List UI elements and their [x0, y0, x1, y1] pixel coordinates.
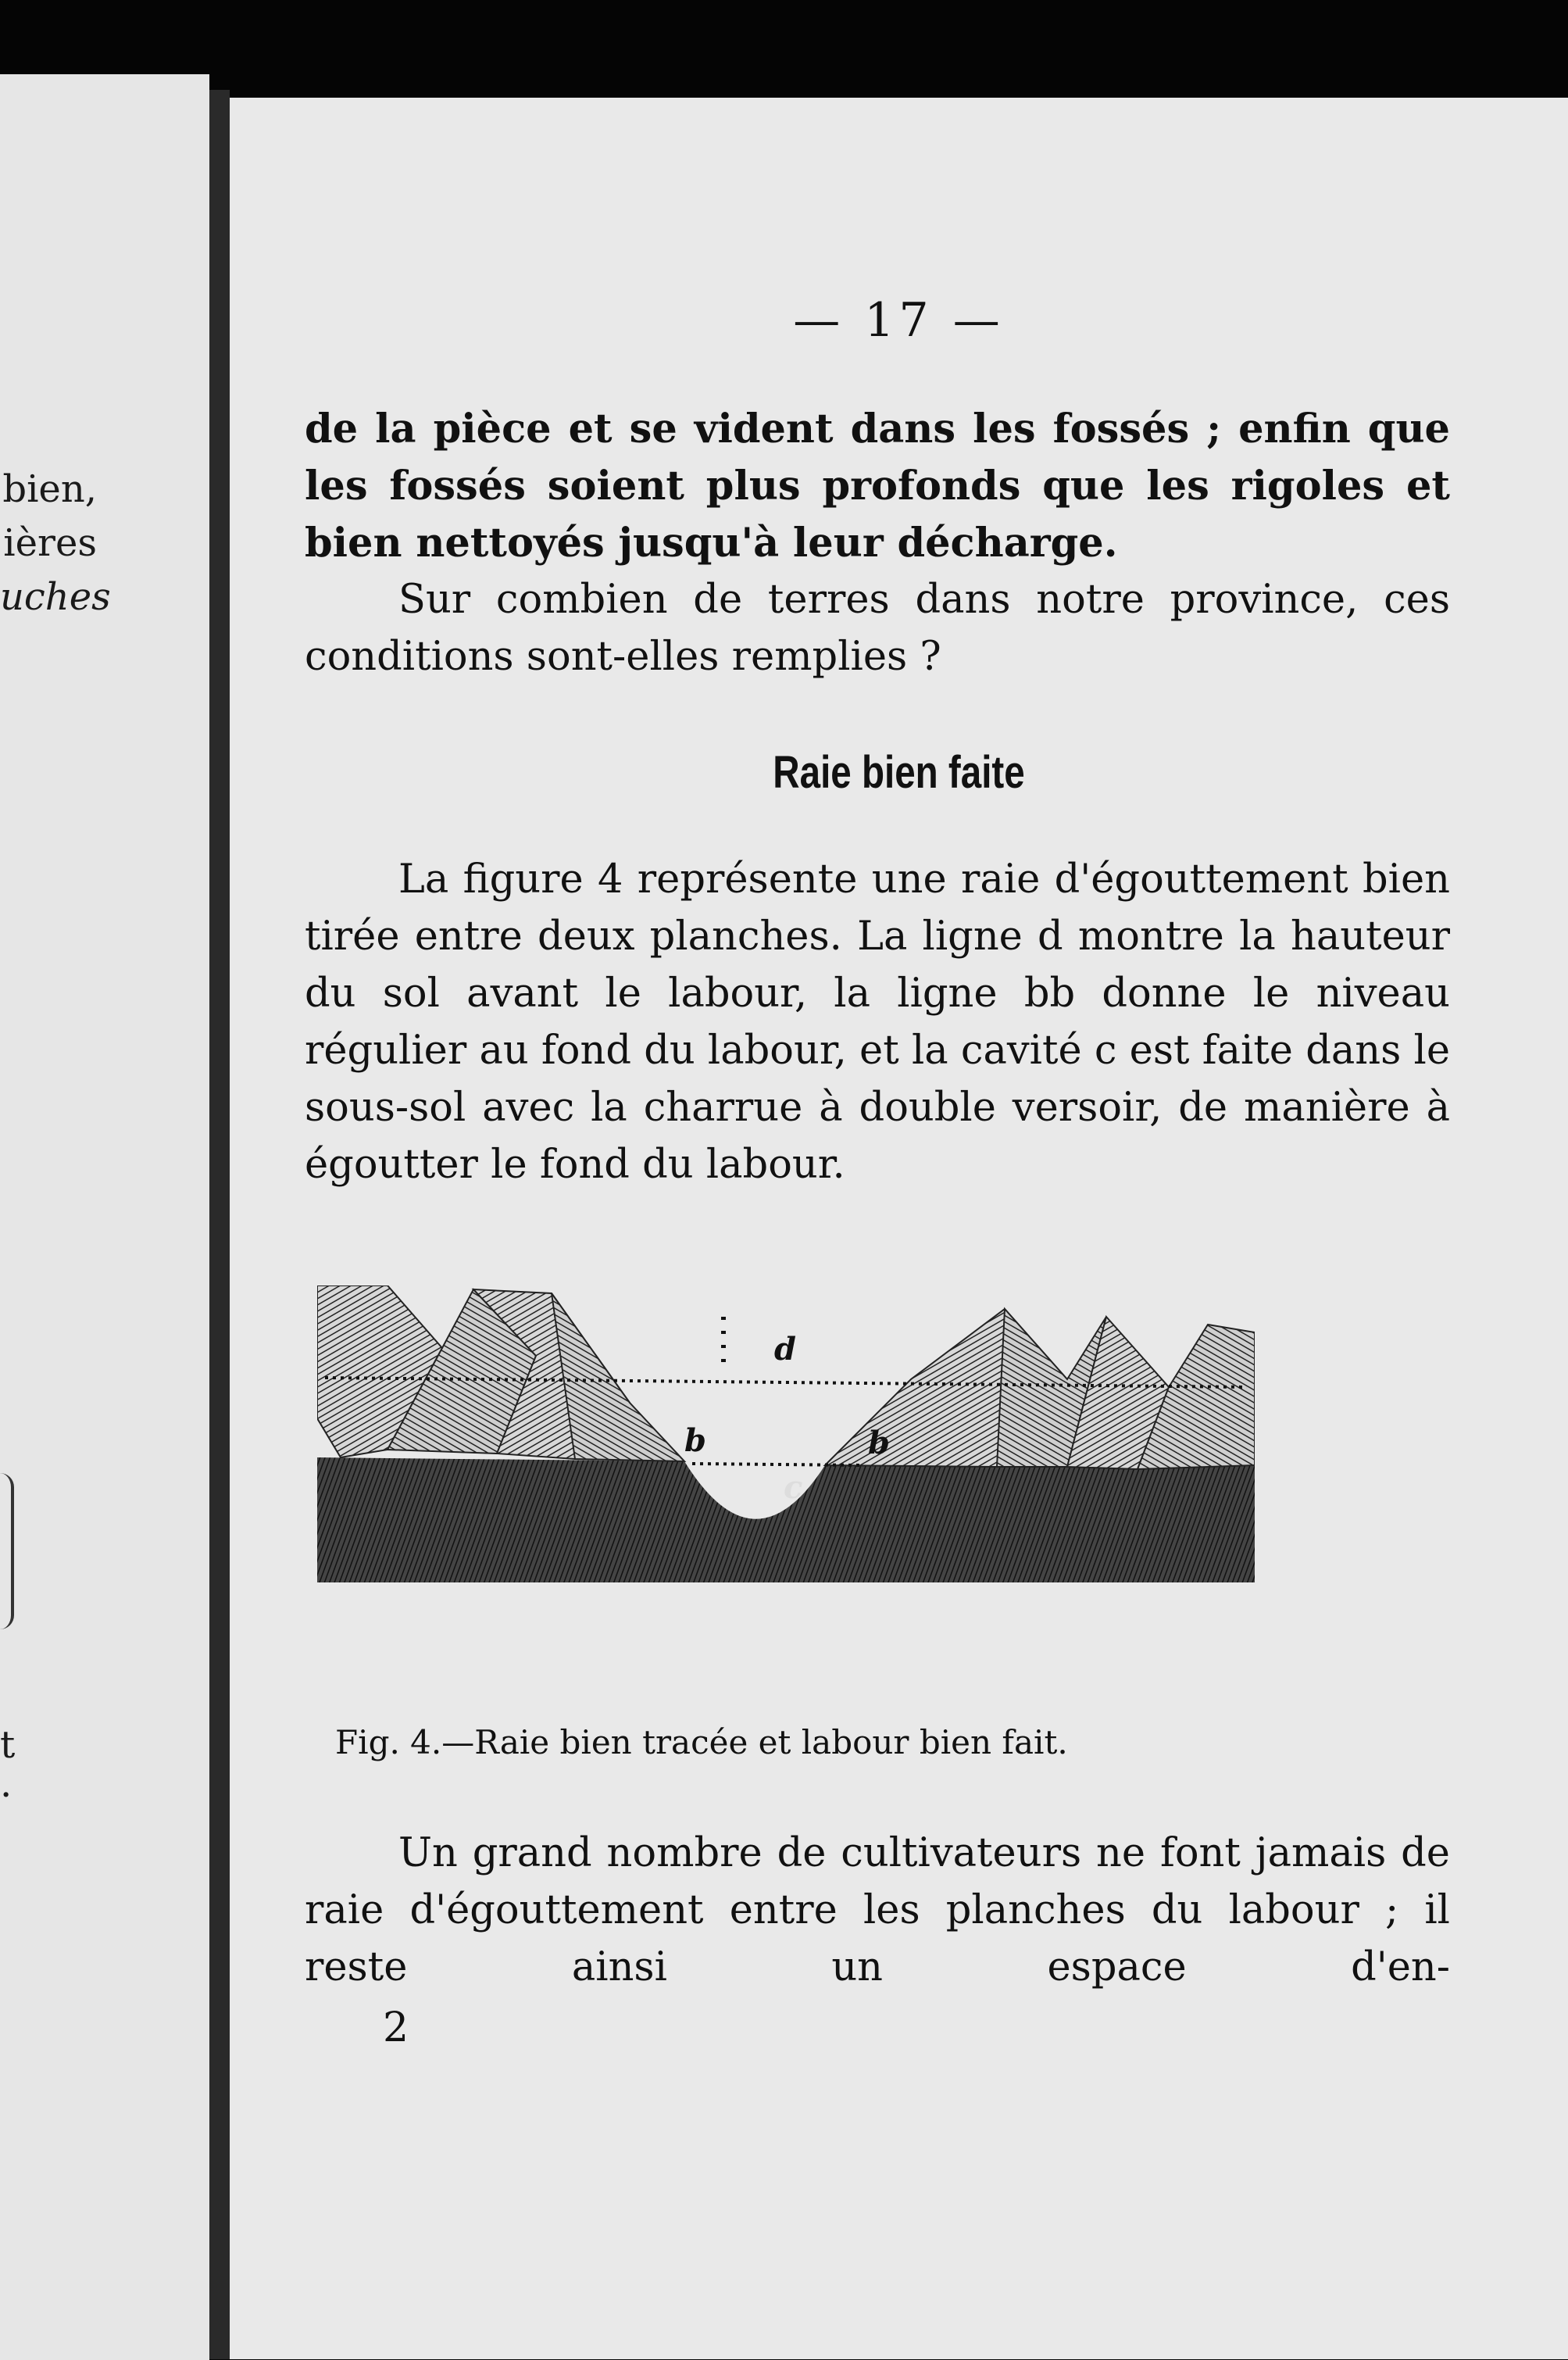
left-page-line: .: [0, 1762, 13, 1806]
paragraph: Un grand nombre de cultivateurs ne font jamais de raie d'égouttement entre les planches du labour ; il reste ainsi un espace d'en-: [305, 1830, 1450, 1990]
previous-page-fragment: [0, 74, 209, 2360]
signature-mark: 2: [383, 2004, 409, 2051]
furrow-slice-left: [552, 1293, 684, 1461]
section-title: Raie bien faite: [773, 747, 1025, 798]
page-number: — 17 —: [793, 293, 1005, 348]
ornament-fragment: [0, 1473, 14, 1629]
paragraph: La figure 4 représente une raie d'égouttement bien tirée entre deux planches. La ligne d montre la hauteur du sol avant le labour, la ligne bb donne le niveau régulier au fond du labour, et la cavité c est faite dans le sous-sol avec la charrue à double versoir, de manière à égoutter le fond du labour.: [305, 856, 1450, 1188]
left-page-line: t: [0, 1723, 16, 1767]
left-page-line: uches: [0, 575, 111, 619]
figure-label-d: d: [774, 1331, 796, 1368]
book-page: [230, 98, 1568, 2359]
figure-furrow-diagram: [317, 1285, 1255, 1692]
left-page-line: ières: [3, 521, 97, 565]
paragraph: Sur combien de terres dans notre province, ces conditions sont-elles remplies ?: [305, 577, 1450, 680]
left-page-line: bien,: [2, 467, 97, 511]
book-spine: [209, 90, 230, 2359]
paragraph: de la pièce et se vident dans les fossés ; enfin que les fossés soient plus profonds que les rigoles et bien nettoyés jusqu'à leur décharge.: [305, 406, 1450, 567]
figure-caption: Fig. 4.—Raie bien tracée et labour bien fait.: [335, 1723, 1068, 1761]
figure-label-b: b: [868, 1425, 890, 1461]
figure-label-c: c: [784, 1469, 803, 1506]
figure-label-b: b: [684, 1422, 706, 1459]
